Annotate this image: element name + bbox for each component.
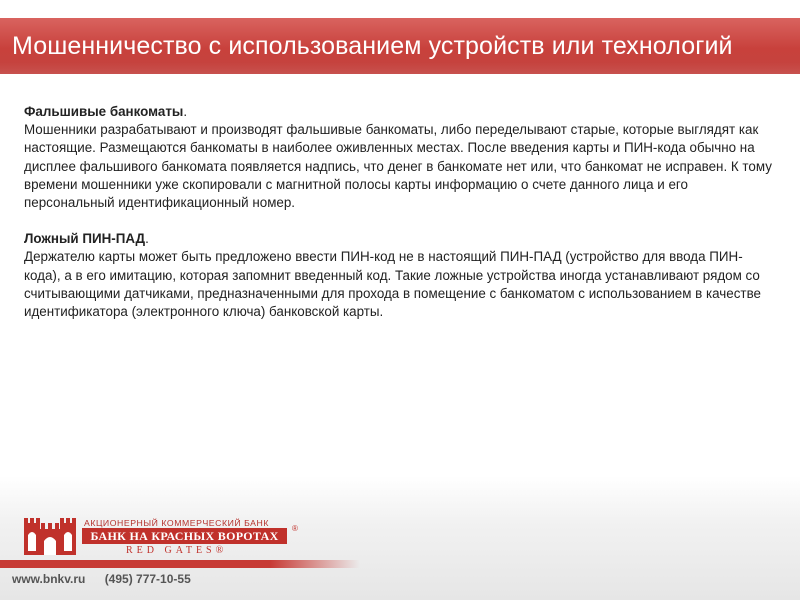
section-body: Держателю карты может быть предложено ввести ПИН-код не в настоящий ПИН-ПАД (устройство для ввода ПИН-кода), а в его имитацию, которая запомнит введенный код. Такие ложные устройства иногда устанавливают рядом со считывающими датчиками, предназначенными для прохода в помещение с банкоматом с использованием в качестве идентификатора (электронного ключа) банковской карты.	[24, 249, 761, 320]
section-heading-text: Ложный ПИН-ПАД	[24, 231, 146, 247]
bank-name-label: БАНК НА КРАСНЫХ ВОРОТАХ	[82, 528, 287, 544]
bank-type-label: АКЦИОНЕРНЫЙ КОММЕРЧЕСКИЙ БАНК	[84, 518, 269, 528]
footer-stripe	[0, 560, 360, 568]
footer-contact	[12, 572, 191, 586]
section-body: Мошенники разрабатывают и производят фальшивые банкоматы, либо переделывают старые, которые выглядят как настоящие. Размещаются банкоматы в наиболее оживленных местах. После введения карты и ПИН-кода обычно на дисплее фальшивого банкомата появляется надпись, что денег в банкомате нет или, что банкомат не исправен. К тому времени мошенники уже скопировали с магнитной полосы карты информацию о счете данного лица и его персональный идентификационный номер.	[24, 122, 772, 211]
section-fake-pinpad	[24, 230, 776, 321]
section-heading-suffix: .	[183, 104, 188, 119]
section-heading-suffix: .	[145, 231, 149, 247]
title-bar	[0, 18, 800, 74]
slide-title: Мошенничество с использованием устройств или технологий	[12, 31, 733, 60]
section-heading	[24, 103, 776, 121]
section-heading-text: Фальшивые банкоматы	[24, 104, 184, 119]
phone-number: (495) 777-10-55	[104, 572, 191, 586]
registered-mark: ®	[292, 524, 298, 533]
section-heading	[24, 230, 776, 248]
website-link[interactable]: www.bnkv.ru	[12, 572, 86, 586]
bank-name-en-mark: ®	[215, 545, 228, 556]
bank-name-en-text: RED GATES	[126, 545, 216, 556]
bank-gate-logo-icon	[24, 513, 76, 555]
bank-name-en	[126, 545, 227, 556]
slide-content	[24, 103, 776, 339]
section-fake-atm	[24, 103, 776, 212]
